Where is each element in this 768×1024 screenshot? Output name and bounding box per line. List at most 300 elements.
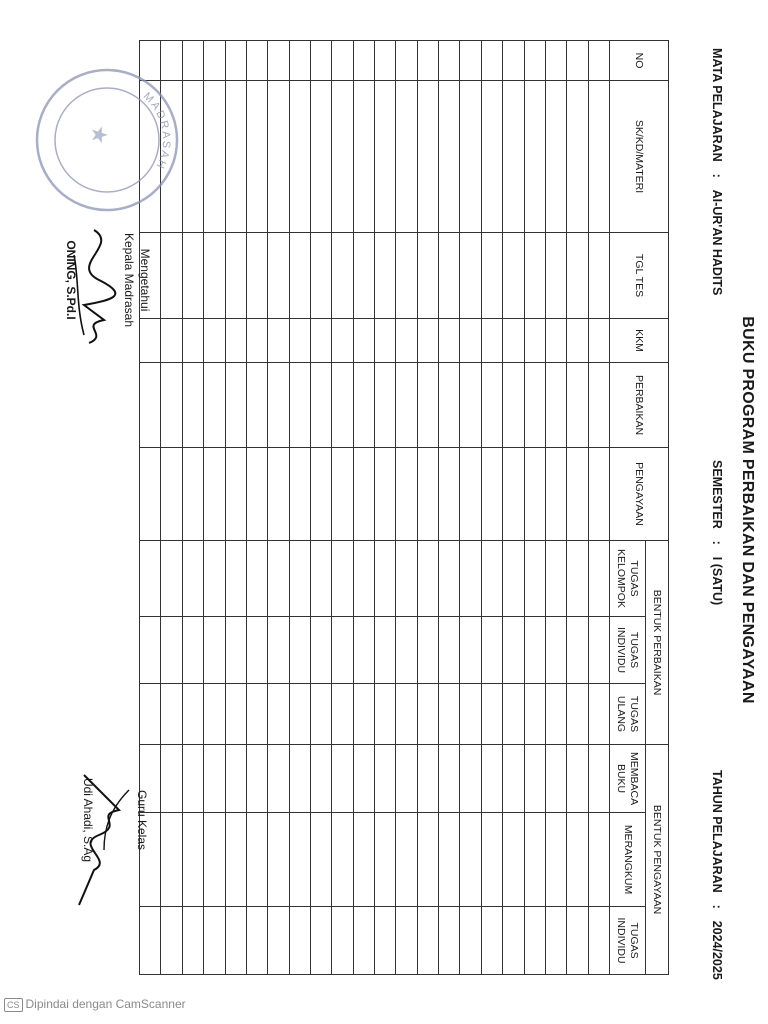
table-cell	[417, 233, 438, 319]
table-cell	[567, 363, 588, 448]
table-cell	[246, 541, 267, 617]
table-cell	[375, 319, 396, 363]
table-cell	[268, 41, 289, 81]
table-cell	[524, 813, 545, 907]
table-cell	[460, 684, 481, 745]
headmaster-role: Kepala Madrasah	[122, 232, 136, 328]
table-cell	[225, 813, 246, 907]
table-cell	[439, 41, 460, 81]
table-cell	[567, 319, 588, 363]
table-cell	[310, 907, 331, 975]
table-cell	[396, 813, 417, 907]
table-cell	[567, 541, 588, 617]
table-row	[289, 41, 310, 975]
table-cell	[182, 745, 203, 813]
table-cell	[524, 233, 545, 319]
table-cell	[460, 745, 481, 813]
table-cell	[588, 363, 609, 448]
table-cell	[246, 363, 267, 448]
table-cell	[460, 363, 481, 448]
table-cell	[225, 617, 246, 684]
table-cell	[417, 319, 438, 363]
acknowledged-label: Mengetahui	[138, 248, 152, 312]
table-cell	[396, 541, 417, 617]
year-label: TAHUN PELAJARAN	[710, 770, 724, 893]
headmaster-name: ONING, S.Pd.I	[64, 240, 78, 320]
camscanner-text: Dipindai dengan CamScanner	[25, 997, 186, 1011]
table-cell	[225, 745, 246, 813]
table-cell	[353, 319, 374, 363]
year-field: TAHUN PELAJARAN:2024/2025	[710, 770, 724, 980]
table-cell	[246, 907, 267, 975]
table-cell	[161, 363, 182, 448]
table-cell	[140, 541, 161, 617]
table-cell	[204, 745, 225, 813]
year-value: 2024/2025	[710, 920, 724, 980]
table-cell	[396, 448, 417, 541]
table-cell	[439, 684, 460, 745]
table-cell	[246, 617, 267, 684]
table-row	[567, 41, 588, 975]
subject-label: MATA PELAJARAN	[710, 48, 724, 162]
table-cell	[182, 81, 203, 233]
table-cell	[310, 81, 331, 233]
table-row	[268, 41, 289, 975]
table-cell	[225, 81, 246, 233]
table-cell	[481, 81, 502, 233]
table-cell	[545, 617, 566, 684]
table-cell	[204, 617, 225, 684]
table-row	[310, 41, 331, 975]
table-cell	[503, 813, 524, 907]
header-pengayaan: PENGAYAAN	[610, 448, 669, 541]
table-cell	[567, 448, 588, 541]
table-cell	[460, 319, 481, 363]
table-cell	[332, 448, 353, 541]
semester-label: SEMESTER	[710, 460, 724, 529]
table-cell	[588, 684, 609, 745]
table-cell	[161, 745, 182, 813]
table-row	[545, 41, 566, 975]
header-membaca-buku: MEMBACA BUKU	[610, 745, 646, 813]
table-cell	[503, 617, 524, 684]
table-cell	[481, 363, 502, 448]
table-row	[375, 41, 396, 975]
table-cell	[332, 541, 353, 617]
semester-field: SEMESTER:I (SATU)	[710, 460, 724, 606]
table-cell	[524, 81, 545, 233]
table-cell	[460, 617, 481, 684]
table-cell	[417, 684, 438, 745]
subject-field: MATA PELAJARAN:AI-UR'AN HADITS	[710, 48, 724, 296]
table-cell	[567, 233, 588, 319]
table-cell	[204, 684, 225, 745]
table-cell	[204, 541, 225, 617]
table-row	[246, 41, 267, 975]
table-cell	[545, 319, 566, 363]
table-cell	[439, 907, 460, 975]
table-cell	[588, 907, 609, 975]
table-cell	[161, 813, 182, 907]
table-cell	[289, 233, 310, 319]
table-cell	[332, 745, 353, 813]
table-cell	[310, 448, 331, 541]
table-cell	[182, 684, 203, 745]
table-cell	[246, 233, 267, 319]
table-cell	[481, 907, 502, 975]
table-cell	[481, 448, 502, 541]
table-cell	[225, 448, 246, 541]
table-cell	[375, 907, 396, 975]
table-cell	[396, 41, 417, 81]
table-row	[204, 41, 225, 975]
header-bentuk-pengayaan: BENTUK PENGAYAAN	[646, 745, 669, 975]
table-cell	[140, 448, 161, 541]
table-cell	[246, 684, 267, 745]
table-cell	[567, 41, 588, 81]
table-cell	[353, 684, 374, 745]
table-cell	[396, 745, 417, 813]
table-cell	[182, 813, 203, 907]
teacher-name: Udi Ahadi, S.Ag	[81, 777, 95, 863]
remedial-enrichment-table	[139, 40, 669, 975]
table-cell	[182, 448, 203, 541]
table-cell	[225, 363, 246, 448]
table-cell	[268, 363, 289, 448]
table-cell	[375, 813, 396, 907]
table-cell	[481, 233, 502, 319]
table-cell	[481, 41, 502, 81]
table-cell	[439, 233, 460, 319]
table-cell	[375, 617, 396, 684]
table-row	[417, 41, 438, 975]
table-cell	[310, 319, 331, 363]
table-cell	[310, 541, 331, 617]
table-cell	[460, 81, 481, 233]
table-cell	[439, 813, 460, 907]
svg-text:MADRASAH: MADRASAH	[140, 90, 173, 172]
table-row	[332, 41, 353, 975]
table-cell	[225, 233, 246, 319]
table-cell	[182, 907, 203, 975]
table-cell	[182, 319, 203, 363]
table-row	[396, 41, 417, 975]
table-cell	[417, 81, 438, 233]
table-cell	[353, 541, 374, 617]
header-tugas-individu-perbaikan: TUGAS INDIVIDU	[610, 617, 646, 684]
table-cell	[268, 319, 289, 363]
table-cell	[310, 233, 331, 319]
semester-value: I (SATU)	[710, 556, 724, 606]
table-cell	[460, 813, 481, 907]
table-cell	[182, 233, 203, 319]
table-cell	[289, 541, 310, 617]
table-cell	[310, 363, 331, 448]
table-cell	[503, 319, 524, 363]
table-cell	[353, 448, 374, 541]
table-cell	[524, 745, 545, 813]
teacher-title: Guru Kelas	[135, 789, 149, 851]
table-cell	[161, 684, 182, 745]
table-cell	[417, 541, 438, 617]
table-cell	[545, 813, 566, 907]
table-cell	[225, 907, 246, 975]
table-cell	[353, 363, 374, 448]
table-cell	[439, 745, 460, 813]
table-cell	[417, 448, 438, 541]
table-cell	[417, 745, 438, 813]
table-cell	[268, 233, 289, 319]
header-tgl-tes: TGL TES	[610, 233, 669, 319]
table-cell	[332, 233, 353, 319]
table-cell	[332, 41, 353, 81]
table-cell	[310, 813, 331, 907]
table-cell	[289, 745, 310, 813]
table-cell	[503, 684, 524, 745]
table-cell	[481, 617, 502, 684]
table-cell	[268, 448, 289, 541]
table-cell	[375, 541, 396, 617]
table-cell	[417, 41, 438, 81]
table-cell	[481, 319, 502, 363]
table-cell	[353, 813, 374, 907]
header-perbaikan: PERBAIKAN	[610, 363, 669, 448]
table-cell	[588, 617, 609, 684]
table-cell	[204, 813, 225, 907]
table-cell	[204, 907, 225, 975]
table-cell	[310, 684, 331, 745]
table-cell	[161, 617, 182, 684]
table-cell	[246, 319, 267, 363]
table-cell	[289, 81, 310, 233]
table-row	[481, 41, 502, 975]
table-cell	[268, 617, 289, 684]
table-cell	[545, 233, 566, 319]
table-cell	[353, 617, 374, 684]
table-cell	[268, 541, 289, 617]
table-cell	[268, 684, 289, 745]
header-bentuk-perbaikan: BENTUK PERBAIKAN	[646, 541, 669, 745]
table-cell	[545, 41, 566, 81]
table-cell	[460, 233, 481, 319]
table-cell	[481, 745, 502, 813]
subject-value: AI-UR'AN HADITS	[710, 189, 724, 296]
table-cell	[439, 363, 460, 448]
table-cell	[332, 617, 353, 684]
table-cell	[225, 684, 246, 745]
table-cell	[182, 41, 203, 81]
table-cell	[545, 448, 566, 541]
header-merangkum: MERANGKUM	[610, 813, 646, 907]
table-cell	[460, 541, 481, 617]
table-cell	[545, 81, 566, 233]
table-cell	[246, 81, 267, 233]
table-cell	[503, 745, 524, 813]
table-row	[182, 41, 203, 975]
table-cell	[417, 617, 438, 684]
table-cell	[524, 907, 545, 975]
table-row	[588, 41, 609, 975]
table-cell	[289, 363, 310, 448]
table-cell	[503, 233, 524, 319]
table-cell	[246, 745, 267, 813]
table-cell	[588, 541, 609, 617]
table-cell	[375, 684, 396, 745]
table-cell	[396, 907, 417, 975]
header-tugas-ulang: TUGAS ULANG	[610, 684, 646, 745]
table-cell	[204, 448, 225, 541]
scanned-form-page	[24, 10, 764, 1010]
table-cell	[246, 448, 267, 541]
table-cell	[588, 41, 609, 81]
table-cell	[161, 541, 182, 617]
table-cell	[182, 363, 203, 448]
table-row	[353, 41, 374, 975]
table-cell	[417, 813, 438, 907]
table-cell	[481, 684, 502, 745]
table-cell	[396, 363, 417, 448]
table-cell	[353, 233, 374, 319]
table-cell	[417, 907, 438, 975]
table-cell	[353, 41, 374, 81]
table-cell	[204, 319, 225, 363]
table-cell	[396, 233, 417, 319]
table-cell	[375, 81, 396, 233]
header-skkd: SK/KD/MATERI	[610, 81, 669, 233]
table-row	[503, 41, 524, 975]
document-title: BUKU PROGRAM PERBAIKAN DAN PENGAYAAN	[739, 316, 756, 704]
table-cell	[396, 319, 417, 363]
table-cell	[353, 745, 374, 813]
table-cell	[332, 684, 353, 745]
table-cell	[268, 813, 289, 907]
table-cell	[567, 907, 588, 975]
table-cell	[182, 541, 203, 617]
table-cell	[503, 541, 524, 617]
table-cell	[375, 448, 396, 541]
table-cell	[225, 541, 246, 617]
table-cell	[588, 233, 609, 319]
table-cell	[225, 41, 246, 81]
table-cell	[375, 745, 396, 813]
table-row	[460, 41, 481, 975]
table-cell	[140, 617, 161, 684]
teacher-signature-icon	[74, 770, 134, 910]
header-no: NO	[610, 41, 669, 81]
table-cell	[439, 541, 460, 617]
table-cell	[332, 907, 353, 975]
table-cell	[289, 617, 310, 684]
table-cell	[503, 41, 524, 81]
table-cell	[396, 81, 417, 233]
table-cell	[439, 319, 460, 363]
table-cell	[204, 233, 225, 319]
headmaster-signature-icon	[64, 225, 124, 345]
table-cell	[545, 745, 566, 813]
table-cell	[310, 617, 331, 684]
table-cell	[503, 81, 524, 233]
table-cell	[182, 617, 203, 684]
table-cell	[268, 81, 289, 233]
table-cell	[524, 617, 545, 684]
table-cell	[268, 745, 289, 813]
table-cell	[417, 363, 438, 448]
table-cell	[545, 684, 566, 745]
table-cell	[588, 319, 609, 363]
table-cell	[375, 41, 396, 81]
table-cell	[204, 363, 225, 448]
table-cell	[204, 81, 225, 233]
table-row	[439, 41, 460, 975]
table-cell	[439, 617, 460, 684]
table-cell	[588, 81, 609, 233]
table-cell	[310, 41, 331, 81]
table-cell	[332, 363, 353, 448]
table-cell	[567, 684, 588, 745]
table-cell	[524, 541, 545, 617]
table-cell	[161, 233, 182, 319]
table-cell	[503, 448, 524, 541]
table-cell	[161, 319, 182, 363]
table-cell	[524, 319, 545, 363]
table-cell	[246, 41, 267, 81]
camscanner-watermark	[4, 997, 186, 1012]
table-cell	[439, 81, 460, 233]
table-cell	[524, 41, 545, 81]
table-cell	[396, 684, 417, 745]
table-cell	[524, 448, 545, 541]
table-cell	[460, 41, 481, 81]
table-cell	[588, 448, 609, 541]
table-cell	[353, 907, 374, 975]
table-cell	[332, 813, 353, 907]
table-cell	[289, 319, 310, 363]
table-cell	[332, 319, 353, 363]
table-body	[140, 41, 610, 975]
header-tugas-kelompok: TUGAS KELOMPOK	[610, 541, 646, 617]
table-cell	[375, 233, 396, 319]
table-cell	[246, 813, 267, 907]
table-cell	[353, 81, 374, 233]
table-cell	[268, 907, 289, 975]
table-cell	[481, 813, 502, 907]
table-cell	[567, 813, 588, 907]
table-cell	[503, 907, 524, 975]
svg-text:★: ★	[87, 125, 112, 145]
table-cell	[289, 813, 310, 907]
table-cell	[375, 363, 396, 448]
table-cell	[225, 319, 246, 363]
table-cell	[524, 684, 545, 745]
table-cell	[161, 907, 182, 975]
table-cell	[310, 745, 331, 813]
table-cell	[396, 617, 417, 684]
table-cell	[289, 448, 310, 541]
header-tugas-individu-pengayaan: TUGAS INDIVIDU	[610, 907, 646, 975]
table-row	[524, 41, 545, 975]
table-cell	[481, 541, 502, 617]
table-cell	[460, 448, 481, 541]
table-cell	[204, 41, 225, 81]
table-cell	[545, 363, 566, 448]
table-cell	[567, 745, 588, 813]
header-kkm: KKM	[610, 319, 669, 363]
table-cell	[545, 541, 566, 617]
table-cell	[289, 41, 310, 81]
table-cell	[588, 813, 609, 907]
table-cell	[460, 907, 481, 975]
table-cell	[289, 907, 310, 975]
